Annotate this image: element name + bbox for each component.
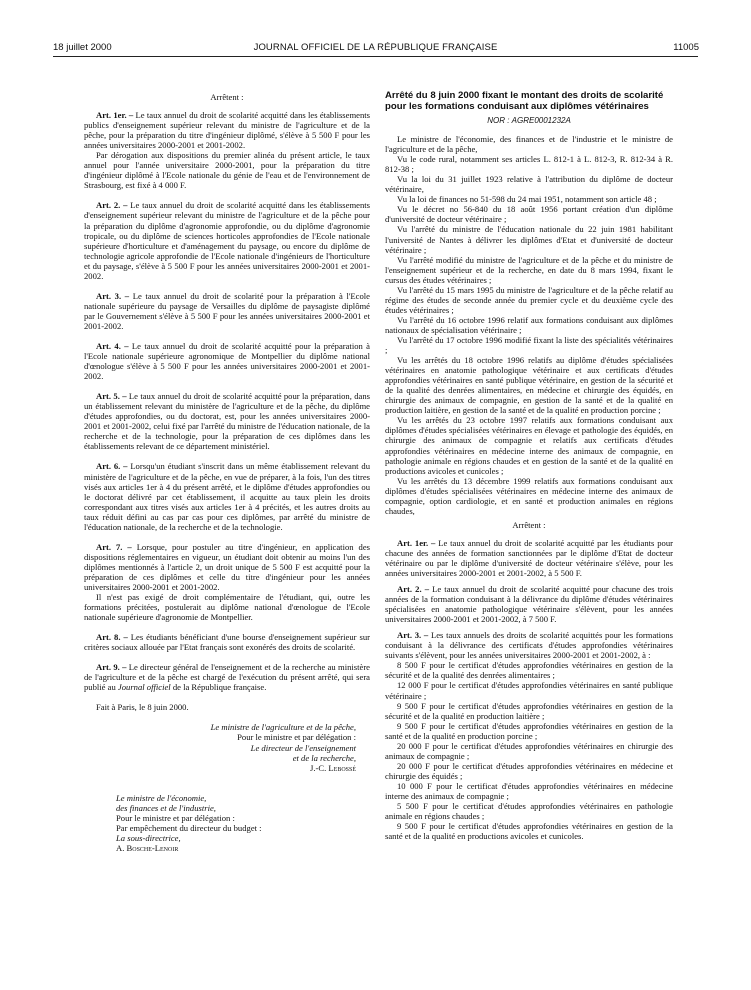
page-number: 11005 — [673, 42, 699, 53]
visa-5: Vu le décret no 56-840 du 18 août 1956 portant création d'un diplôme d'université de docteur vétérinaire ; — [385, 204, 673, 225]
nor-reference: NOR : AGRE0001232A — [487, 116, 571, 125]
article-3 — [84, 291, 370, 331]
article-number: Art. 2. – — [397, 584, 429, 595]
signatory-name: J.-C. Lebossé — [310, 762, 356, 773]
article-number: Art. 3. – — [96, 290, 130, 301]
signatory-name: A. Bosche-Lenoir — [116, 842, 179, 853]
visa-7: Vu l'arrêté modifié du ministre de l'agriculture et de la pêche et du ministre de l'enseignement supérieur et de la recherche, en date du 8 mars 1994, fixant le cursus des études vétérinaires ; — [385, 254, 673, 285]
visa-11: Vu les arrêtés du 18 octobre 1996 relatifs au diplôme d'études spécialisées vétérinaires en anatomie pathologique vétérinaire et aux certificats d'études approfondies vétérinaires en santé publique vétérinaire, en gestion de la sécurité et de la qualité des denrées alimentaires, en médecine et chirurgie des équidés, en chirurgie des animaux de compagnie, en gestion de la santé et de la qualité en production laitière, en gestion de la santé et de la qualité en production porcine ; — [385, 355, 673, 416]
visa-12: Vu les arrêtés du 23 octobre 1997 relatifs aux formations conduisant aux diplômes d'études spécialisées vétérinaires en élevage et pathologie des équidés, en chirurgie des animaux de compagnie et relatifs aux certificats d'études approfondies vétérinaires en médecine interne des animaux de compagnie, en pathologie animale en régions chaudes et en gestion de la santé et de la qualité en productions avicoles et cunicoles ; — [385, 415, 673, 476]
article-text: Le taux annuel du droit de scolarité acquitté dans les établissements publics d'enseignement supérieur relevant du ministre de l'agriculture et de la pêche, pour la préparation du titre d'ingénieur diplômé, s'élève à 5 500 F pour les années universitaires 2000-2001 et 2001-2002. — [84, 110, 370, 151]
article-text: Le taux annuel du droit de scolarité acquitté pour la préparation à l'Ecole nationale supérieure agronomique de Montpellier du diplôme national d'œnologue s'élève à 5 500 F pour les années universitaires 2000-2001 et 2001-2002. — [84, 340, 370, 382]
article-5 — [84, 391, 370, 451]
article-9: Art. 9. – Le directeur général de l'enseignement et de la recherche au ministère de l'agriculture et de la pêche est chargé de l'exécution du présent arrêté, qui sera publié au Journal officiel de la République française. — [84, 662, 370, 693]
visa-10: Vu l'arrêté du 17 octobre 1996 modifié fixant la liste des spécialités vétérinaires ; — [385, 334, 673, 356]
page-header — [0, 42, 751, 56]
article-8 — [84, 632, 370, 652]
article-number: Art. 1er. – — [96, 110, 134, 121]
fee-item: 12 000 F pour le certificat d'études approfondies vétérinaires en santé publique vétérinaire ; — [385, 680, 673, 701]
article-7 — [84, 542, 370, 592]
arrete-heading: Arrêtent : — [210, 92, 244, 102]
article-text: Le taux annuel du droit de scolarité pour la préparation à l'Ecole nationale supérieure du paysage de Versailles du diplôme de paysagiste diplômé par le Gouvernement s'élève à 5 500 F pour les années universitaires 2000-2001 et 2001-2002. — [84, 290, 370, 331]
vet-article-2 — [385, 584, 673, 624]
visa-8: Vu l'arrêté du 15 mars 1995 du ministre de l'agriculture et de la pêche relatif au régime des études de seconde année du premier cycle et du deuxième cycle des études vétérinaires ; — [385, 284, 673, 315]
journal-officiel-ref: Journal officiel — [117, 682, 171, 693]
arrete-heading: Arrêtent : — [512, 519, 546, 530]
signature-agriculture: Le ministre de l'agriculture et de la pêche, Pour le ministre et par délégation : Le directeur de l'enseignement et de la recherche, J.-C. Lebossé — [210, 722, 356, 773]
fee-item: 8 500 F pour le certificat d'études approfondies vétérinaires en gestion de la sécurité et de la qualité des denrées alimentaires ; — [385, 660, 673, 681]
visa-4: Vu la loi de finances no 51-598 du 24 mai 1951, notamment son article 48 ; — [397, 194, 657, 205]
fee-item: 20 000 F pour le certificat d'études approfondies vétérinaires en chirurgie des animaux de compagnie ; — [385, 740, 673, 761]
article-number: Art. 8. – — [96, 632, 128, 643]
nor-code: AGRE0001232A — [511, 116, 571, 125]
article-text: Le taux annuel du droit de scolarité acquitté pour chacune des trois années de la formation conduisant à la délivrance du diplôme d'études vétérinaires spécialisées en anatomie pathologique vétérinaire s'élèvent, pour les années universitaires 2000-2001 et 2001-2002, à 7 500 F. — [385, 584, 673, 625]
article-number: Art. 1er. – — [397, 537, 436, 548]
decree-title: Arrêté du 8 juin 2000 fixant le montant des droits de scolarité pour les formations conduisant aux diplômes vétérinaires — [385, 90, 664, 112]
visa-2: Vu le code rural, notamment ses articles L. 812-1 à L. 812-3, R. 812-34 à R. 812-38 ; — [385, 154, 673, 175]
article-number: Art. 7. – — [96, 541, 132, 552]
visa-13: Vu les arrêtés du 13 décembre 1999 relatifs aux formations conduisant aux diplômes d'études spécialisées vétérinaires en médecine interne des animaux de compagnie, option cardiologie, et en santé et production animales en régions chaudes, — [385, 475, 673, 516]
visa-1: Le ministre de l'économie, des finances et de l'industrie et le ministre de l'agriculture et de la pêche, — [385, 134, 673, 155]
article-text: Le taux annuel du droit de scolarité acquitté dans les établissements d'enseignement supérieur relevant du ministre de l'agriculture et de la pêche pour la préparation du diplôme d'agronomie approfondie, ou du diplôme d'agronomie tropicale, ou du diplôme de sciences horticoles approfondies de l'Ecole nationale supérieure d'horticulture et d'aménagement du paysage, ou encore du diplôme de technologie agricole approfondie de l'Ecole nationale d'ingénieurs de l'horticulture et du paysage, s'élève à 5 500 F pour les années universitaires 2000-2001 et 2001-2002. — [84, 200, 370, 281]
article-number: Art. 5. – — [96, 391, 127, 402]
article-number: Art. 6. – — [96, 461, 128, 472]
fait-a-paris: Fait à Paris, le 8 juin 2000. — [96, 702, 189, 713]
article-text: Les taux annuels des droits de scolarité acquittés pour les formations conduisant à la délivrance des certificats d'études approfondies vétérinaires suivants s'élèvent, pour les années universitaires 2000-2001 et 2001-2002, à : — [385, 630, 674, 661]
article-2 — [84, 200, 370, 280]
article-number: Art. 2. – — [96, 200, 128, 211]
fee-item: 10 000 F pour le certificat d'études approfondies vétérinaires en médecine interne des animaux de compagnie ; — [385, 780, 673, 801]
article-number: Art. 4. – — [96, 340, 129, 351]
article-6 — [84, 461, 370, 531]
signature-economie: Le ministre de l'économie, des finances et de l'industrie, Pour le ministre et par délégation : Par empêchement du directeur du budget : La sous-directrice, A. Bosche-Lenoir — [116, 792, 262, 853]
header-date: 18 juillet 2000 — [53, 42, 112, 53]
article-text: Le taux annuel du droit de scolarité acquitté pour la préparation, dans un établissement relevant du ministère de l'agriculture et de la pêche, du diplôme d'études approfondies, ou du doctorat, est, pour les années universitaires 2000-2001 et 2001-2002, celui fixé par l'arrêté du ministre de l'éducation nationale, de la recherche et de la technologie, pour la préparation de ces diplômes dans les établissements relevant de ce département ministériel. — [84, 391, 370, 452]
article-4 — [84, 341, 370, 381]
article-7-paragraph-2: Il n'est pas exigé de droit complémentaire de l'étudiant, qui, outre les formations précitées, postulerait au diplôme national d'œnologue de l'Ecole nationale supérieure d'agronomie de Montpellier. — [84, 592, 370, 623]
article-1 — [84, 110, 370, 150]
visa-6: Vu l'arrêté du ministre de l'éducation nationale du 22 juin 1981 habilitant l'université de Nantes à délivrer les diplômes d'Etat et d'université de docteur vétérinaire ; — [385, 224, 673, 255]
fee-item: 9 500 F pour le certificat d'études approfondies vétérinaires en gestion de la sécurité et de la qualité en production laitière ; — [385, 700, 673, 721]
article-text: Lorsqu'un étudiant s'inscrit dans un même établissement relevant du ministère de l'agriculture et de la pêche, en vue de préparer, à la fois, l'un des titres visés aux articles 1er à 4 du présent arrêté, et le diplôme d'études approfondies ou le doctorat délivré par cet établissement, il acquitte au taux plein les droits correspondant aux titres visés aux articles 1er à 4 précités, et les autres droits au taux réduit défini au cas par cas pour ces diplômes, par arrêté du ministre de l'éducation nationale, de la recherche et de la technologie. — [84, 461, 370, 532]
article-1-paragraph-2: Par dérogation aux dispositions du premier alinéa du présent article, le taux annuel pour l'année universitaire 2000-2001, pour la préparation du titre d'ingénieur diplômé à l'Ecole nationale du génie de l'eau et de l'environnement de Strasbourg, est fixé à 4 000 F. — [84, 150, 370, 191]
visa-9: Vu l'arrêté du 16 octobre 1996 relatif aux formations conduisant aux diplômes nationaux de spécialisation vétérinaire ; — [385, 314, 673, 335]
article-number: Art. 3. – — [397, 630, 429, 641]
fee-item: 20 000 F pour le certificat d'études approfondies vétérinaires en médecine et chirurgie des équidés ; — [385, 760, 673, 781]
article-text: Les étudiants bénéficiant d'une bourse d'enseignement supérieur sur critères sociaux allouée par l'Etat français sont exonérés des droits de scolarité. — [84, 632, 370, 653]
fee-item: 5 500 F pour le certificat d'études approfondies vétérinaires en pathologie animale en régions chaudes ; — [385, 801, 673, 822]
fee-item: 9 500 F pour le certificat d'études approfondies vétérinaires en gestion de la santé et de la qualité en productions avicoles et cunicoles. — [385, 821, 673, 842]
vet-article-1 — [385, 538, 673, 578]
article-text: Le taux annuel du droit de scolarité acquitté par les étudiants pour chacune des années de formation sanctionnées par le diplôme d'Etat de docteur vétérinaire ou par le diplôme d'université de docteur vétérinaire s'élève, pour les années universitaires 2000-2001 et 2001-2002, à 5 500 F. — [385, 537, 673, 579]
left-column — [84, 92, 370, 853]
article-text: Lorsque, pour postuler au titre d'ingénieur, en application des dispositions réglementaires en vigueur, un étudiant doit obtenir au moins l'un des diplômes mentionnés à l'article 2, un droit unique de 5 500 F est acquitté pour la préparation de ces diplômes et celle du titre d'ingénieur pour les années universitaires 2000-2001 et 2001-2002. — [84, 541, 370, 592]
visa-3: Vu la loi du 31 juillet 1923 relative à l'attribution du diplôme de docteur vétérinaire, — [385, 174, 673, 195]
vet-article-3 — [385, 630, 673, 660]
article-number: Art. 9. – — [96, 662, 127, 673]
header-rule — [53, 56, 698, 57]
fee-item: 9 500 F pour le certificat d'études approfondies vétérinaires en gestion de la santé et de la qualité en production porcine ; — [385, 720, 673, 741]
right-column — [385, 90, 673, 841]
journal-title: JOURNAL OFFICIEL DE LA RÉPUBLIQUE FRANÇAISE — [253, 42, 498, 53]
